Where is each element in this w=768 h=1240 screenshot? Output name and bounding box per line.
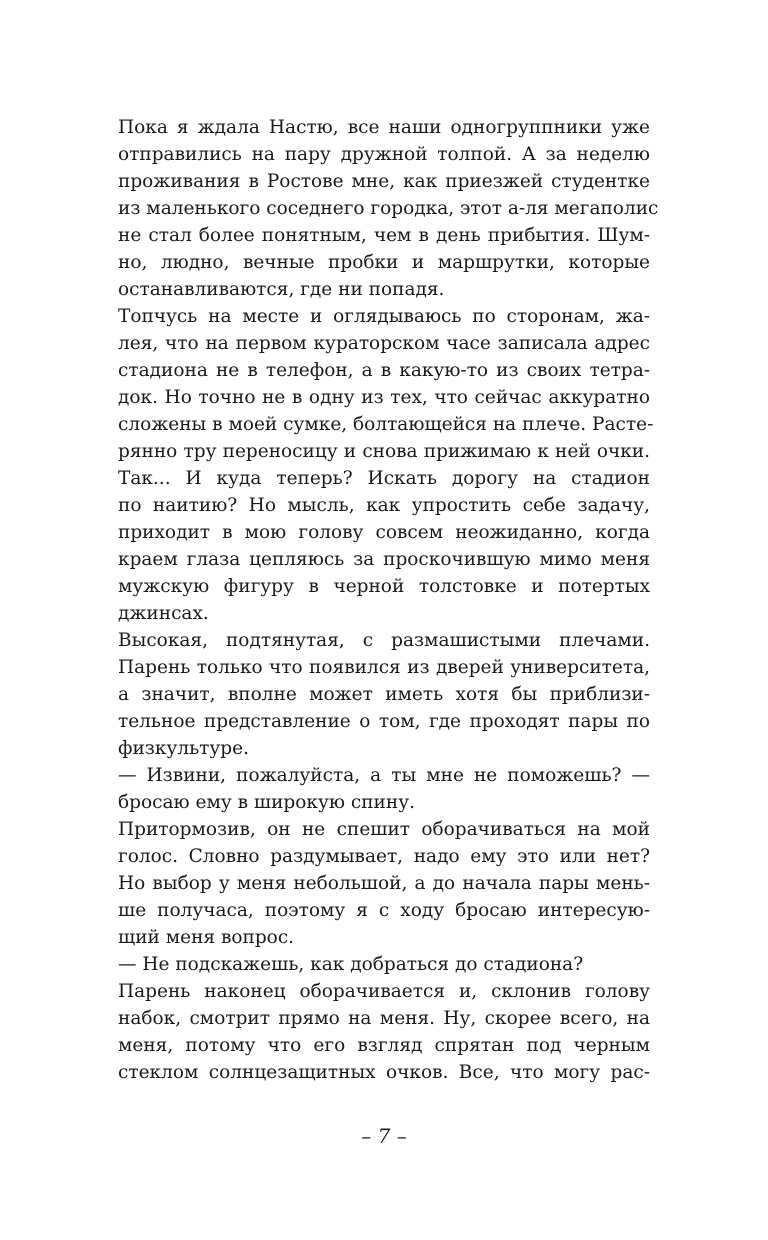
text-line: Но выбор у меня небольшой, а до начала пары мень- [118,873,650,894]
text-line: — Извини, пожалуйста, а ты мне не поможешь? — [118,765,650,786]
text-line: сложены в моей сумке, болтающейся на плече. Расте- [118,414,654,435]
text-line: из маленького соседнего городка, этот а-ля мегаполис [118,198,659,219]
text-line: джинсах. [118,603,209,624]
paragraph-4 [118,627,650,762]
text-line: щий меня вопрос. [118,927,295,948]
text-line: док. Но точно не в одну из тех, что сейчас аккуратно [118,387,650,408]
text-line: но, людно, вечные пробки и маршрутки, которые [118,252,650,273]
text-line: бросаю ему в широкую спину. [118,792,415,813]
paragraph-6 [118,816,650,951]
text-line: не стал более понятным, чем в день прибытия. Шум- [118,225,650,246]
text-line: Пока я ждала Настю, все наши одногруппники уже [118,117,650,138]
text-line: Парень только что появился из дверей университета, [118,657,650,678]
text-line: ше получаса, поэтому я с ходу бросаю интересую- [118,900,650,921]
paragraph-8 [118,978,650,1086]
text-line: лея, что на первом кураторском часе записала адрес [118,333,650,354]
text-line: стадиона не в телефон, а в какую-то из своих тетра- [118,360,650,381]
text-line: а значит, вполне может иметь хотя бы приблизи- [118,684,650,705]
text-line: останавливаются, где ни попадя. [118,279,445,300]
text-line: Топчусь на месте и оглядываюсь по сторонам, жа- [118,306,650,327]
text-line: стеклом солнцезащитных очков. Все, что могу рас- [118,1062,650,1083]
paragraph-5 [118,762,650,816]
text-line: Высокая, подтянутая, с размашистыми плечами. [118,630,650,651]
text-line: голос. Словно раздумывает, надо ему это или нет? [118,846,650,867]
text-line: — Не подскажешь, как добраться до стадиона? [118,954,584,975]
text-line: Парень наконец оборачивается и, склонив голову [118,981,650,1002]
paragraph-2 [118,303,654,465]
page-text-block [118,114,659,1086]
paragraph-7 [118,951,650,978]
text-line: отправились на пару дружной толпой. А за неделю [118,144,650,165]
text-line: приходит в мою голову совсем неожиданно, когда [118,522,650,543]
text-line: по наитию? Но мысль, как упростить себе задачу, [118,495,650,516]
text-line: мужскую фигуру в черной толстовке и потертых [118,576,650,597]
page-number: – 7 – [361,1124,407,1148]
text-line: проживания в Ростове мне, как приезжей студентке [118,171,650,192]
paragraph-3 [118,465,650,627]
text-line: рянно тру переносицу и снова прижимаю к ней очки. [118,441,650,462]
text-line: меня, потому что его взгляд спрятан под черным [118,1035,650,1056]
text-line: набок, смотрит прямо на меня. Ну, скорее всего, на [118,1008,650,1029]
text-line: краем глаза цепляюсь за проскочившую мимо меня [118,549,650,570]
text-line: Так... И куда теперь? Искать дорогу на стадион [118,468,650,489]
paragraph-1 [118,114,659,303]
text-line: тельное представление о том, где проходят пары по [118,711,650,732]
text-line: физкультуре. [118,738,249,759]
text-line: Притормозив, он не спешит оборачиваться на мой [118,819,650,840]
